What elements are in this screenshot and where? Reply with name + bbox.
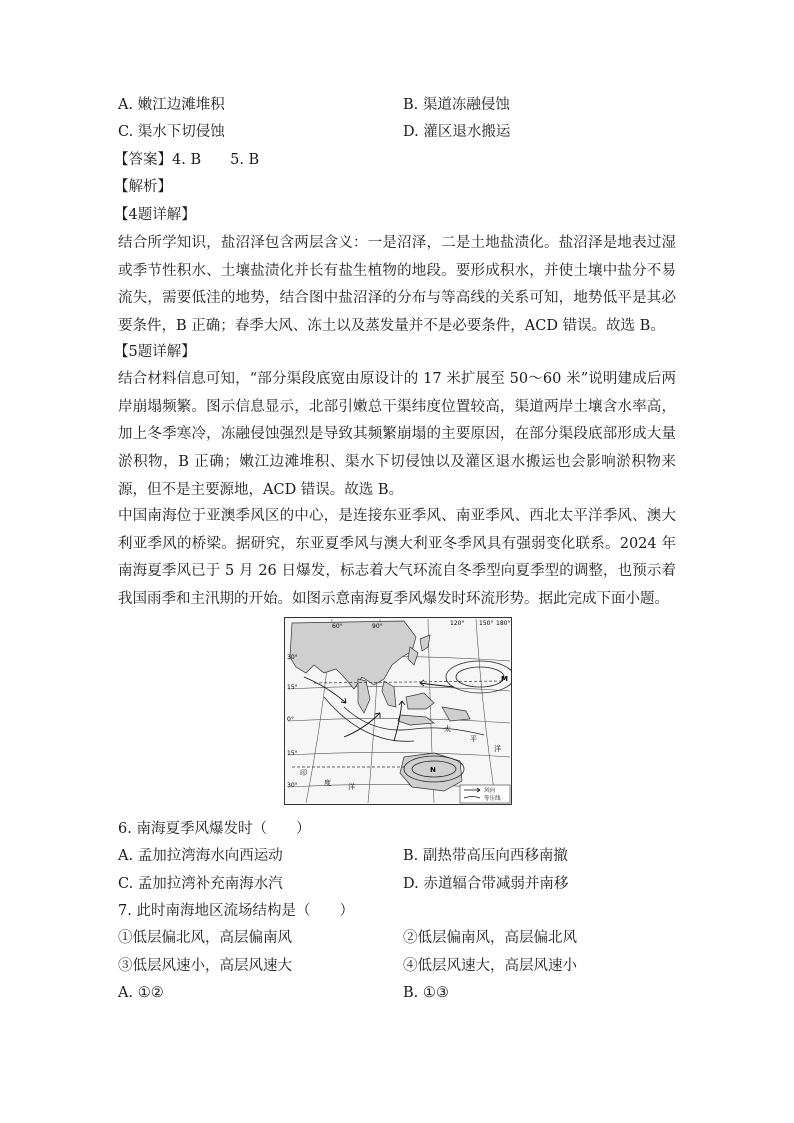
q7-statement-1: ①低层偏北风，高层偏南风 <box>118 930 292 946</box>
answer-line: 【答案】4. B 5. B <box>114 152 260 168</box>
lat-label: 0° <box>287 716 294 723</box>
material-paragraph: 中国南海位于亚澳季风区的中心，是连接东亚季风、南亚季风、西北太平洋季风、澳大利亚季风的桥梁。据研究，东亚夏季风与澳大利亚冬季风具有强弱变化联系。2024 年南海夏季风已于 5 月 26 日爆发，标志着大气环流自冬季型向夏季型的调整，也预示着我国雨季和主汛期的开始。如图示意南海夏季风爆发时环流形势。据此完成下面小题。 <box>118 508 676 608</box>
q7-statement-3: ③低层风速小，高层风速大 <box>118 958 292 974</box>
q7-option-a: A. ①② <box>118 985 164 1001</box>
legend-isobar: 等压线 <box>484 796 501 802</box>
lon-label: 60° <box>332 623 343 630</box>
option-c: C. 渠水下切侵蚀 <box>118 124 225 140</box>
marker-m: M <box>501 675 508 683</box>
ocean-label: 太 <box>444 725 451 733</box>
lon-label: 90° <box>372 623 383 630</box>
q7-stem: 7. 此时南海地区流场结构是（ ） <box>118 903 354 919</box>
q7-statement-2: ②低层偏南风，高层偏北风 <box>403 930 577 946</box>
map-svg <box>284 617 512 805</box>
ocean-label: 印 <box>300 769 307 777</box>
lat-label: 30° <box>287 654 298 661</box>
lon-label: 150° <box>479 620 494 627</box>
q4-detail-label: 【4题详解】 <box>114 207 196 223</box>
analysis-label: 【解析】 <box>114 179 172 195</box>
ocean-label: 度 <box>324 779 331 787</box>
option-a: A. 嫩江边滩堆积 <box>118 97 225 113</box>
option-d: D. 灌区退水搬运 <box>403 124 511 140</box>
q5-detail-label: 【5题详解】 <box>114 344 196 360</box>
ocean-label: 平 <box>470 735 477 743</box>
q4-explanation: 结合所学知识，盐沼泽包含两层含义：一是沼泽，二是土地盐渍化。盐沼泽是地表过湿或季节性积水、土壤盐渍化并长有盐生植物的地段。要形成积水，并使土壤中盐分不易流失，需要低洼的地势，结合图中盐沼泽的分布与等高线的关系可知，地势低平是其必要条件，B 正确；春季大风、冻土以及蒸发量并不是必要条件，ACD 错误。故选 B。 <box>118 235 676 335</box>
q6-option-a: A. 孟加拉湾海水向西运动 <box>118 848 283 864</box>
q6-option-c: C. 孟加拉湾补充南海水汽 <box>118 876 283 892</box>
lat-label: 15° <box>287 750 298 757</box>
q7-option-b: B. ①③ <box>403 985 449 1001</box>
option-b: B. 渠道冻融侵蚀 <box>403 97 510 113</box>
lat-label: 30° <box>287 782 298 789</box>
q6-option-d: D. 赤道辐合带减弱并南移 <box>403 876 569 892</box>
marker-n: N <box>430 766 436 774</box>
map-legend <box>460 785 510 803</box>
lon-label: 120° <box>450 620 465 627</box>
q5-explanation: 结合材料信息可知，“部分渠段底宽由原设计的 17 米扩展至 50～60 米”说明建成后两岸崩塌频繁。图示信息显示，北部引嫩总干渠纬度位置较高，渠道两岸土壤含水率高，加上冬季寒冷，冻融侵蚀强烈是导致其频繁崩塌的主要原因，在部分渠段底部形成大量淤积物，B 正确；嫩江边滩堆积、渠水下切侵蚀以及灌区退水搬运也会影响淤积物来源，但不是主要源地，ACD 错误。故选 B。 <box>118 371 676 498</box>
monsoon-circulation-map <box>284 617 512 805</box>
lon-label: 180° <box>496 620 511 627</box>
lat-label: 15° <box>287 684 298 691</box>
q7-statement-4: ④低层风速大，高层风速小 <box>403 958 577 974</box>
ocean-label: 洋 <box>348 783 355 791</box>
q6-stem: 6. 南海夏季风爆发时（ ） <box>118 821 311 837</box>
q6-option-b: B. 副热带高压向西移南撤 <box>403 848 568 864</box>
legend-wind: 风向 <box>484 788 496 794</box>
ocean-label: 洋 <box>494 745 501 753</box>
